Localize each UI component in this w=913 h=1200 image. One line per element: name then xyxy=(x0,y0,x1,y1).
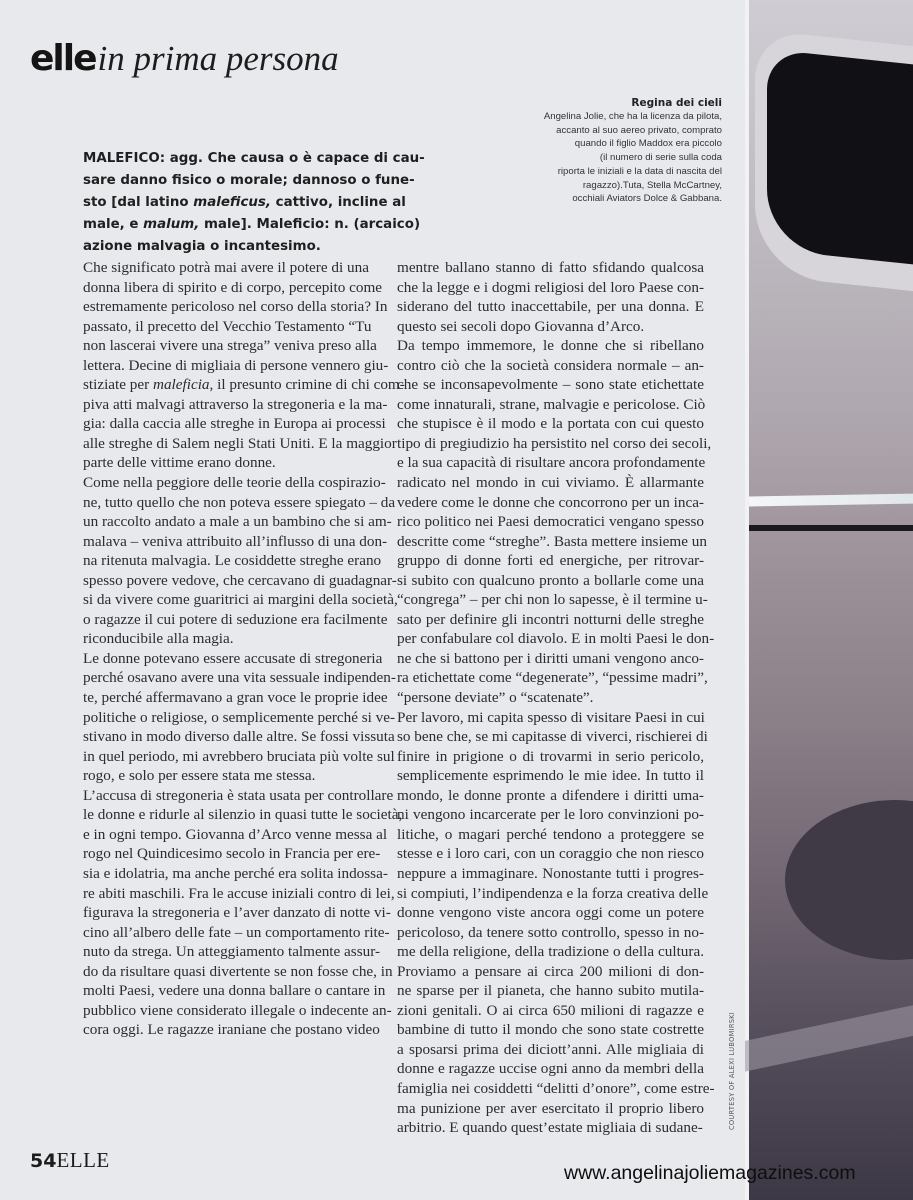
article-column-right xyxy=(397,258,715,1138)
page-folio xyxy=(30,1148,110,1173)
italic-term: maleficia xyxy=(153,376,210,394)
text-line: politiche o religiose, o semplicemente perché si ve- xyxy=(83,708,396,726)
text-line: rogo, e solo per essere stata me stessa. xyxy=(83,767,316,785)
text-line: donne vengono viste ancora oggi come un potere xyxy=(397,904,704,922)
text-line: cora oggi. Le ragazze iraniane che postano video xyxy=(83,1021,380,1039)
text-line: Proviamo a pensare ai circa 200 milioni di don- xyxy=(397,962,704,980)
paragraph xyxy=(397,708,715,1138)
text-line: sato per definire gli incontri notturni delle streghe xyxy=(397,610,704,628)
text-line: che la legge e i dogmi religiosi del loro Paese con- xyxy=(397,278,705,296)
article-column-left xyxy=(83,258,405,1040)
text-line: perché osavano avere una vita sessuale indipenden- xyxy=(83,669,396,687)
fuselage-shadow xyxy=(785,800,913,960)
text-line: pericoloso, da tenere sotto controllo, spesso in no- xyxy=(397,923,704,941)
text-line: gia: dalla caccia alle streghe in Europa ai processi xyxy=(83,415,386,433)
text-line: stesse e i loro cari, con un coraggio che non riesco xyxy=(397,845,704,863)
paragraph xyxy=(83,258,405,473)
caption-line: Angelina Jolie, che ha la licenza da pilota, xyxy=(543,111,722,122)
definition-italic-term: malum, xyxy=(143,217,200,232)
page-number: 54 xyxy=(30,1150,57,1172)
text-line: lettera. Decine di migliaia di persone vennero giu- xyxy=(83,356,389,374)
fuselage-line xyxy=(749,525,913,531)
text-line: “persone deviate” o “scatenate”. xyxy=(397,689,594,707)
text-line: malava – veniva attribuito all’influsso di una don- xyxy=(83,532,388,550)
text-line: rico politico nei Paesi democratici vengano spesso xyxy=(397,513,704,531)
paragraph xyxy=(397,258,704,336)
text-line: che se inconsapevolmente – sono state etichettate xyxy=(397,376,704,394)
text-line: Come nella peggiore delle teorie della cospirazio- xyxy=(83,474,386,492)
text-line: riconducibile alla magia. xyxy=(83,630,234,648)
text-line: parte delle vittime erano donne. xyxy=(83,454,276,472)
text-line: e la sua capacità di risultare ancora profondamente xyxy=(397,454,706,472)
text-line: un raccolto andato a male a un bambino che si am- xyxy=(83,513,392,531)
text-line: si compiuti, l’indipendenza e la forza creativa delle xyxy=(397,884,709,902)
definition-text: sto [dal latino xyxy=(83,195,194,210)
text-line: stivano in modo diverso dalle altre. Se fossi vissuta xyxy=(83,728,395,746)
text-line: na ritenuta malvagia. Le cosiddette streghe erano xyxy=(83,552,382,570)
text-line: le donne e ridurle al silenzio in quasi tutte le società, xyxy=(83,806,403,824)
text-line: Le donne potevano essere accusate di stregoneria xyxy=(83,649,383,667)
text-line: cino all’albero delle fate – un comportamento rite- xyxy=(83,923,390,941)
text-line: ne che si battono per i diritti umani vengono anco- xyxy=(397,649,704,667)
paragraph xyxy=(83,649,396,786)
text-line: ne, tutto quello che non poteva essere spiegato – da xyxy=(83,493,396,511)
text-line: che stupisce è il modo e la portata con cui questo xyxy=(397,415,704,433)
text-line: nuto da strega. Un atteggiamento talmente assur- xyxy=(83,943,381,961)
text-line: passato, il precetto del Vecchio Testamento “Tu xyxy=(83,317,372,335)
caption-line: ragazzo).Tuta, Stella McCartney, xyxy=(582,179,722,191)
definition-text: MALEFICO: agg. Che causa o è capace di cau- xyxy=(83,151,425,166)
caption-line: occhiali Aviators Dolce & Gabbana. xyxy=(572,193,722,205)
definition-text: sare danno fisico o morale; dannoso o fune- xyxy=(83,173,415,188)
caption-line: quando il figlio Maddox era piccolo xyxy=(574,138,722,150)
text-line: si subito con qualcuno pronto a bollarle come una xyxy=(397,571,704,589)
section-title: in prima persona xyxy=(97,39,339,78)
text-line: figurava la stregoneria e l’aver danzato di notte vi- xyxy=(83,904,391,922)
text-line: sia e idolatria, ma anche perché era solita indossa- xyxy=(83,864,388,882)
text-line: arbitrio. E quando quest’estate migliaia di sudane- xyxy=(397,1119,703,1137)
text-line: “congrega” – per chi non lo sapesse, è il termine u- xyxy=(397,591,708,609)
text-line: so bene che, se mi capitasse di viverci, rischierei di xyxy=(397,728,708,746)
caption-line: riporta le iniziali e la data di nascita del xyxy=(557,165,722,177)
text-line: spesso povere vedove, che cercavano di guadagnar- xyxy=(83,571,397,589)
definition-text: male]. Maleficio: n. (arcaico) xyxy=(199,217,421,232)
text-line: mentre ballano stanno di fatto sfidando qualcosa xyxy=(397,259,704,276)
definition-line xyxy=(83,170,415,192)
light-reflection xyxy=(745,991,913,1079)
definition-text: azione malvagia o incantesimo. xyxy=(83,239,321,254)
airplane-photo xyxy=(745,0,913,1200)
text-line: Che significato potrà mai avere il potere di una xyxy=(83,259,369,276)
text-line: ma punizione per aver esercitato il proprio libero xyxy=(397,1099,704,1117)
text-line: ni vengono incarcerate per le loro convinzioni po- xyxy=(397,806,704,824)
text-line: contro ciò che la società considera normale – an- xyxy=(397,356,704,374)
text-line: mondo, le donne pronte a difendere i diritti uma- xyxy=(397,786,704,804)
text-line: neppure a immaginare. Nonostante tutti i progres- xyxy=(397,864,704,882)
text-line: questo sei secoli dopo Giovanna d’Arco. xyxy=(397,317,645,335)
text-line: semplicemente esprimendo le mie idee. In tutto il xyxy=(397,767,704,785)
text-line: come innaturali, strane, malvagie e pericolose. Ciò xyxy=(397,395,706,413)
caption-line: (il numero di serie sulla coda xyxy=(599,152,722,164)
airplane-window xyxy=(767,49,913,267)
text-line: stiziate per maleficia, il presunto crimine di chi com- xyxy=(83,376,405,394)
text-line: a sposarsi prima dei diciott’anni. Alle migliaia di xyxy=(397,1040,704,1058)
paragraph xyxy=(83,473,398,649)
text-line: zioni genitali. O ai circa 650 milioni di ragazze e xyxy=(397,1001,704,1019)
text-line: te, perché affermavano a gran voce le proprie idee xyxy=(83,689,388,707)
magazine-name: ELLE xyxy=(56,1148,110,1172)
definition-lead xyxy=(83,148,425,258)
text-line: me della religione, della tradizione o della cultura. xyxy=(397,943,704,961)
text-line: donna libera di spirito e di corpo, percepito come xyxy=(83,278,383,296)
text-line: in quel periodo, mi avrebbero bruciata più volte sul xyxy=(83,747,395,765)
text-line: piva atti malvagi attraverso la stregoneria e la ma- xyxy=(83,395,388,413)
text-line: radicato nel mondo in cui viviamo. È allarmante xyxy=(397,474,704,492)
definition-text: male, e xyxy=(83,217,144,232)
watermark: www.angelinajoliemagazines.com xyxy=(564,1162,856,1184)
text-line: Per lavoro, mi capita spesso di visitare Paesi in cui xyxy=(397,708,705,726)
paragraph xyxy=(83,786,403,1040)
caption-line: accanto al suo aereo privato, comprato xyxy=(556,124,722,136)
fuselage-stripe xyxy=(749,494,913,507)
text-line: per confabulare col diavolo. E in molti Paesi le don- xyxy=(397,630,715,648)
caption-text xyxy=(522,110,722,206)
text-line: do da risultare quasi divertente se non fosse che, in xyxy=(83,962,393,980)
photo-credit: COURTESY OF ALEXI LUBOMIRSKI xyxy=(728,1011,736,1130)
text-line: alle streghe di Salem negli Stati Uniti. E la maggior xyxy=(83,434,397,452)
text-line: donne e ragazze uccise ogni anno da membri della xyxy=(397,1060,704,1078)
text-line: rogo nel Quindicesimo secolo in Francia per ere- xyxy=(83,845,381,863)
elle-logo: elle xyxy=(30,38,96,79)
text-line: gruppo di donne forti ed energiche, per ritrovar- xyxy=(397,552,704,570)
text-line: famiglia nei cosiddetti “delitti d’onore”, come estre- xyxy=(397,1079,715,1097)
text-line: re abiti maschili. Fra le accuse iniziali contro di lei, xyxy=(83,884,395,902)
text-line: ne sparse per il pianeta, che hanno subito mutila- xyxy=(397,982,704,1000)
section-header xyxy=(30,38,339,79)
text-line: molti Paesi, vedere una donna ballare o cantare in xyxy=(83,982,386,1000)
definition-line xyxy=(83,236,368,258)
text-line: pubblico viene considerato illegale o indecente an- xyxy=(83,1001,392,1019)
text-line: o ragazze il cui potere di seduzione era facilmente xyxy=(83,610,388,628)
text-line: ra etichettate come “degenerate”, “pessime madri”, xyxy=(397,669,708,687)
text-line: litiche, o magari perché tendono a proteggere se xyxy=(397,825,704,843)
definition-italic-term: maleficus, xyxy=(193,195,271,210)
photo-edge xyxy=(745,0,749,1200)
text-line: L’accusa di stregoneria è stata usata per controllare xyxy=(83,786,394,804)
text-line: siderano del tutto inaccettabile, per una donna. E xyxy=(397,298,704,316)
text-line: Da tempo immemore, le donne che si ribellano xyxy=(397,337,704,355)
photo-caption xyxy=(522,96,722,206)
text-line: non lascerai vivere una strega” veniva preso alla xyxy=(83,337,377,355)
definition-line xyxy=(83,214,421,236)
definition-line xyxy=(83,192,406,214)
text-line: bambine di tutto il mondo che sono state costrette xyxy=(397,1021,704,1039)
text-line: e in ogni tempo. Giovanna d’Arco venne messa al xyxy=(83,825,388,843)
definition-text: cattivo, incline al xyxy=(270,195,406,210)
paragraph xyxy=(397,336,715,707)
definition-line xyxy=(83,148,425,170)
text-line: si da vivere come guaritrici ai margini della società, xyxy=(83,591,398,609)
text-line: tipo di pregiudizio ha persistito nel corso dei secoli, xyxy=(397,434,712,452)
text-line: descritte come “streghe”. Basta mettere insieme un xyxy=(397,532,707,550)
text-line: vedere come le donne che concorrono per un inca- xyxy=(397,493,704,511)
text-line: finire in prigione o di trovarmi in serio pericolo, xyxy=(397,747,704,765)
text-line: estremamente pericoloso nel corso della storia? In xyxy=(83,298,388,316)
caption-title: Regina dei cieli xyxy=(631,97,722,109)
